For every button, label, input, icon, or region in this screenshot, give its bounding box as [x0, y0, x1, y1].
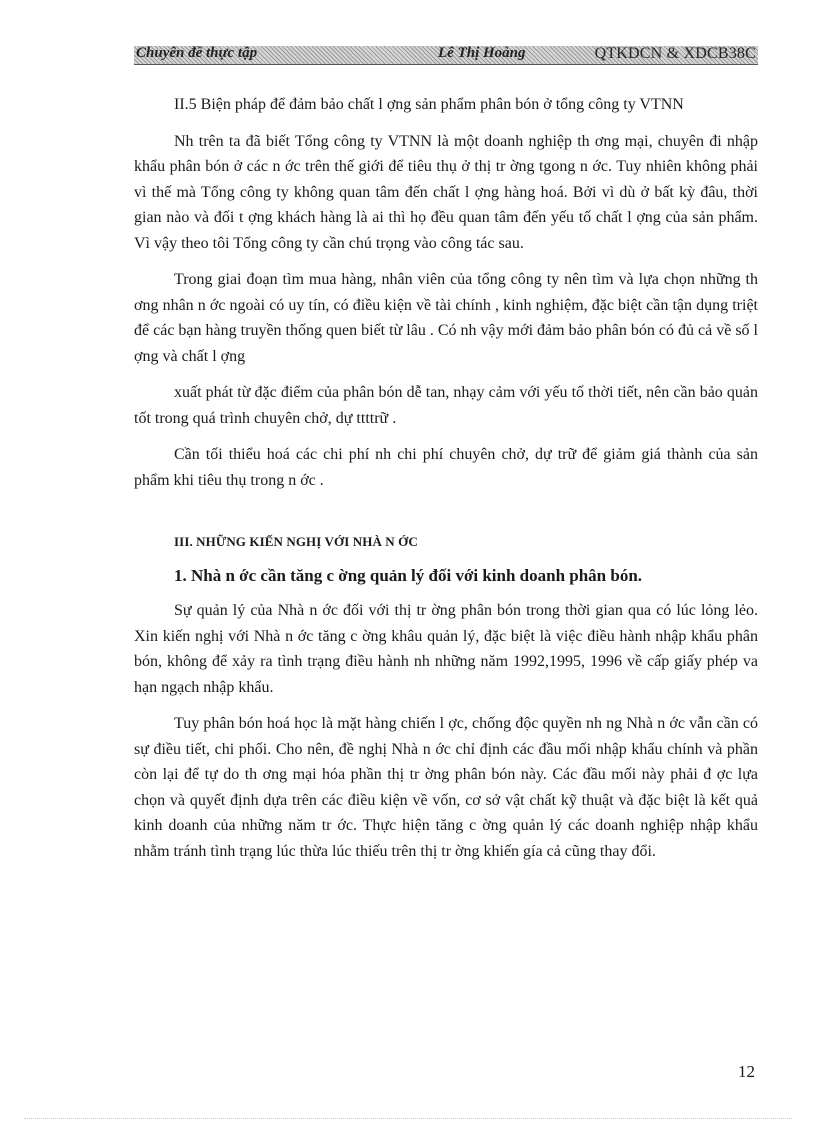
page-body: [134, 92, 758, 875]
paragraph: Cần tối thiểu hoá các chi phí nh chi phí chuyên chở, dự trữ để giảm giá thành của sản phẩm khi tiêu thụ trong n ớc .: [134, 446, 758, 489]
paragraph: Nh trên ta đã biết Tổng công ty VTNN là một doanh nghiệp th ơng mại, chuyên đi nhập khẩu phân bón ở các n ớc trên thế giới để tiêu thụ ở thị tr ờng tgong n ớc. Tuy nhiên không phải vì thế mà Tổng công ty không quan tâm đến chất l ợng hàng hoá. Bởi vì dù ở bất kỳ đâu, thời gian nào và đối t ợng khách hàng là ai thì họ đều quan tâm đến yếu tố chất l ợng của sản phẩm. Vì vậy theo tôi Tổng công ty cần chú trọng vào công tác sau.: [134, 132, 758, 252]
page-number: 12: [738, 1062, 755, 1081]
heading-section-iii: III. NHỮNG KIẾN NGHỊ VỚI NHÀ N ỚC: [174, 534, 418, 549]
page-header: [134, 46, 758, 65]
paragraph: Tuy phân bón hoá học là mặt hàng chiến l ợc, chống độc quyền nh ng Nhà n ớc vẫn cần có sự điều tiết, chi phối. Cho nên, đề nghị Nhà n ớc chỉ định các đầu mối nhập khẩu chính và phần còn lại để tự do th ơng mại hóa phần thị tr ờng phân bón này. Các đầu mối này phải đ ợc lựa chọn và quyết định dựa trên các điều kiện về vốn, cơ sở vật chất kỹ thuật và đặc biệt là kết quả kinh doanh của những năm tr ớc. Thực hiện tăng c ờng quản lý các doanh nghiệp nhập khẩu nhằm tránh tình trạng lúc thừa lúc thiếu trên thị tr ờng khiến gía cả cũng thay đổi.: [134, 715, 758, 860]
heading-section-ii5: II.5 Biện pháp để đảm bảo chất l ợng sản phẩm phân bón ở tổng công ty VTNN: [174, 96, 684, 113]
header-author: Lê Thị Hoàng: [438, 45, 526, 61]
paragraph: Sự quản lý của Nhà n ớc đối với thị tr ờng phân bón trong thời gian qua có lúc lỏng lẻo. Xin kiến nghị với Nhà n ớc tăng c ờng khâu quản lý, đặc biệt là việc điều hành nhập khẩu phân bón, không để xảy ra tình trạng điều hành nh những năm 1992,1995, 1996 về cấp giấy phép va hạn ngạch nhập khẩu.: [134, 602, 758, 696]
header-class-code: QTKDCN & XDCB38C: [594, 45, 756, 62]
heading-subsection-1: 1. Nhà n ớc cần tăng c ờng quản lý đối với kinh doanh phân bón.: [174, 565, 643, 585]
header-document-type: Chuyên đề thực tập: [136, 45, 258, 61]
paragraph: Trong giai đoạn tìm mua hàng, nhân viên của tổng công ty nên tìm và lựa chọn những th ơng nhân n ớc ngoài có uy tín, có điều kiện về tài chính , kinh nghiệm, đặc biệt cần tận dụng triệt để các bạn hàng truyền thống quen biết từ lâu . Có nh vậy mới đảm bảo phân bón có đủ cả về số l ợng và chất l ợng: [134, 271, 758, 365]
paragraph: xuất phát từ đặc điểm của phân bón dễ tan, nhạy cảm với yếu tố thời tiết, nên cần bảo quản tốt trong quá trình chuyên chở, dự ttttrữ .: [134, 384, 758, 427]
bottom-divider: [24, 1118, 792, 1119]
